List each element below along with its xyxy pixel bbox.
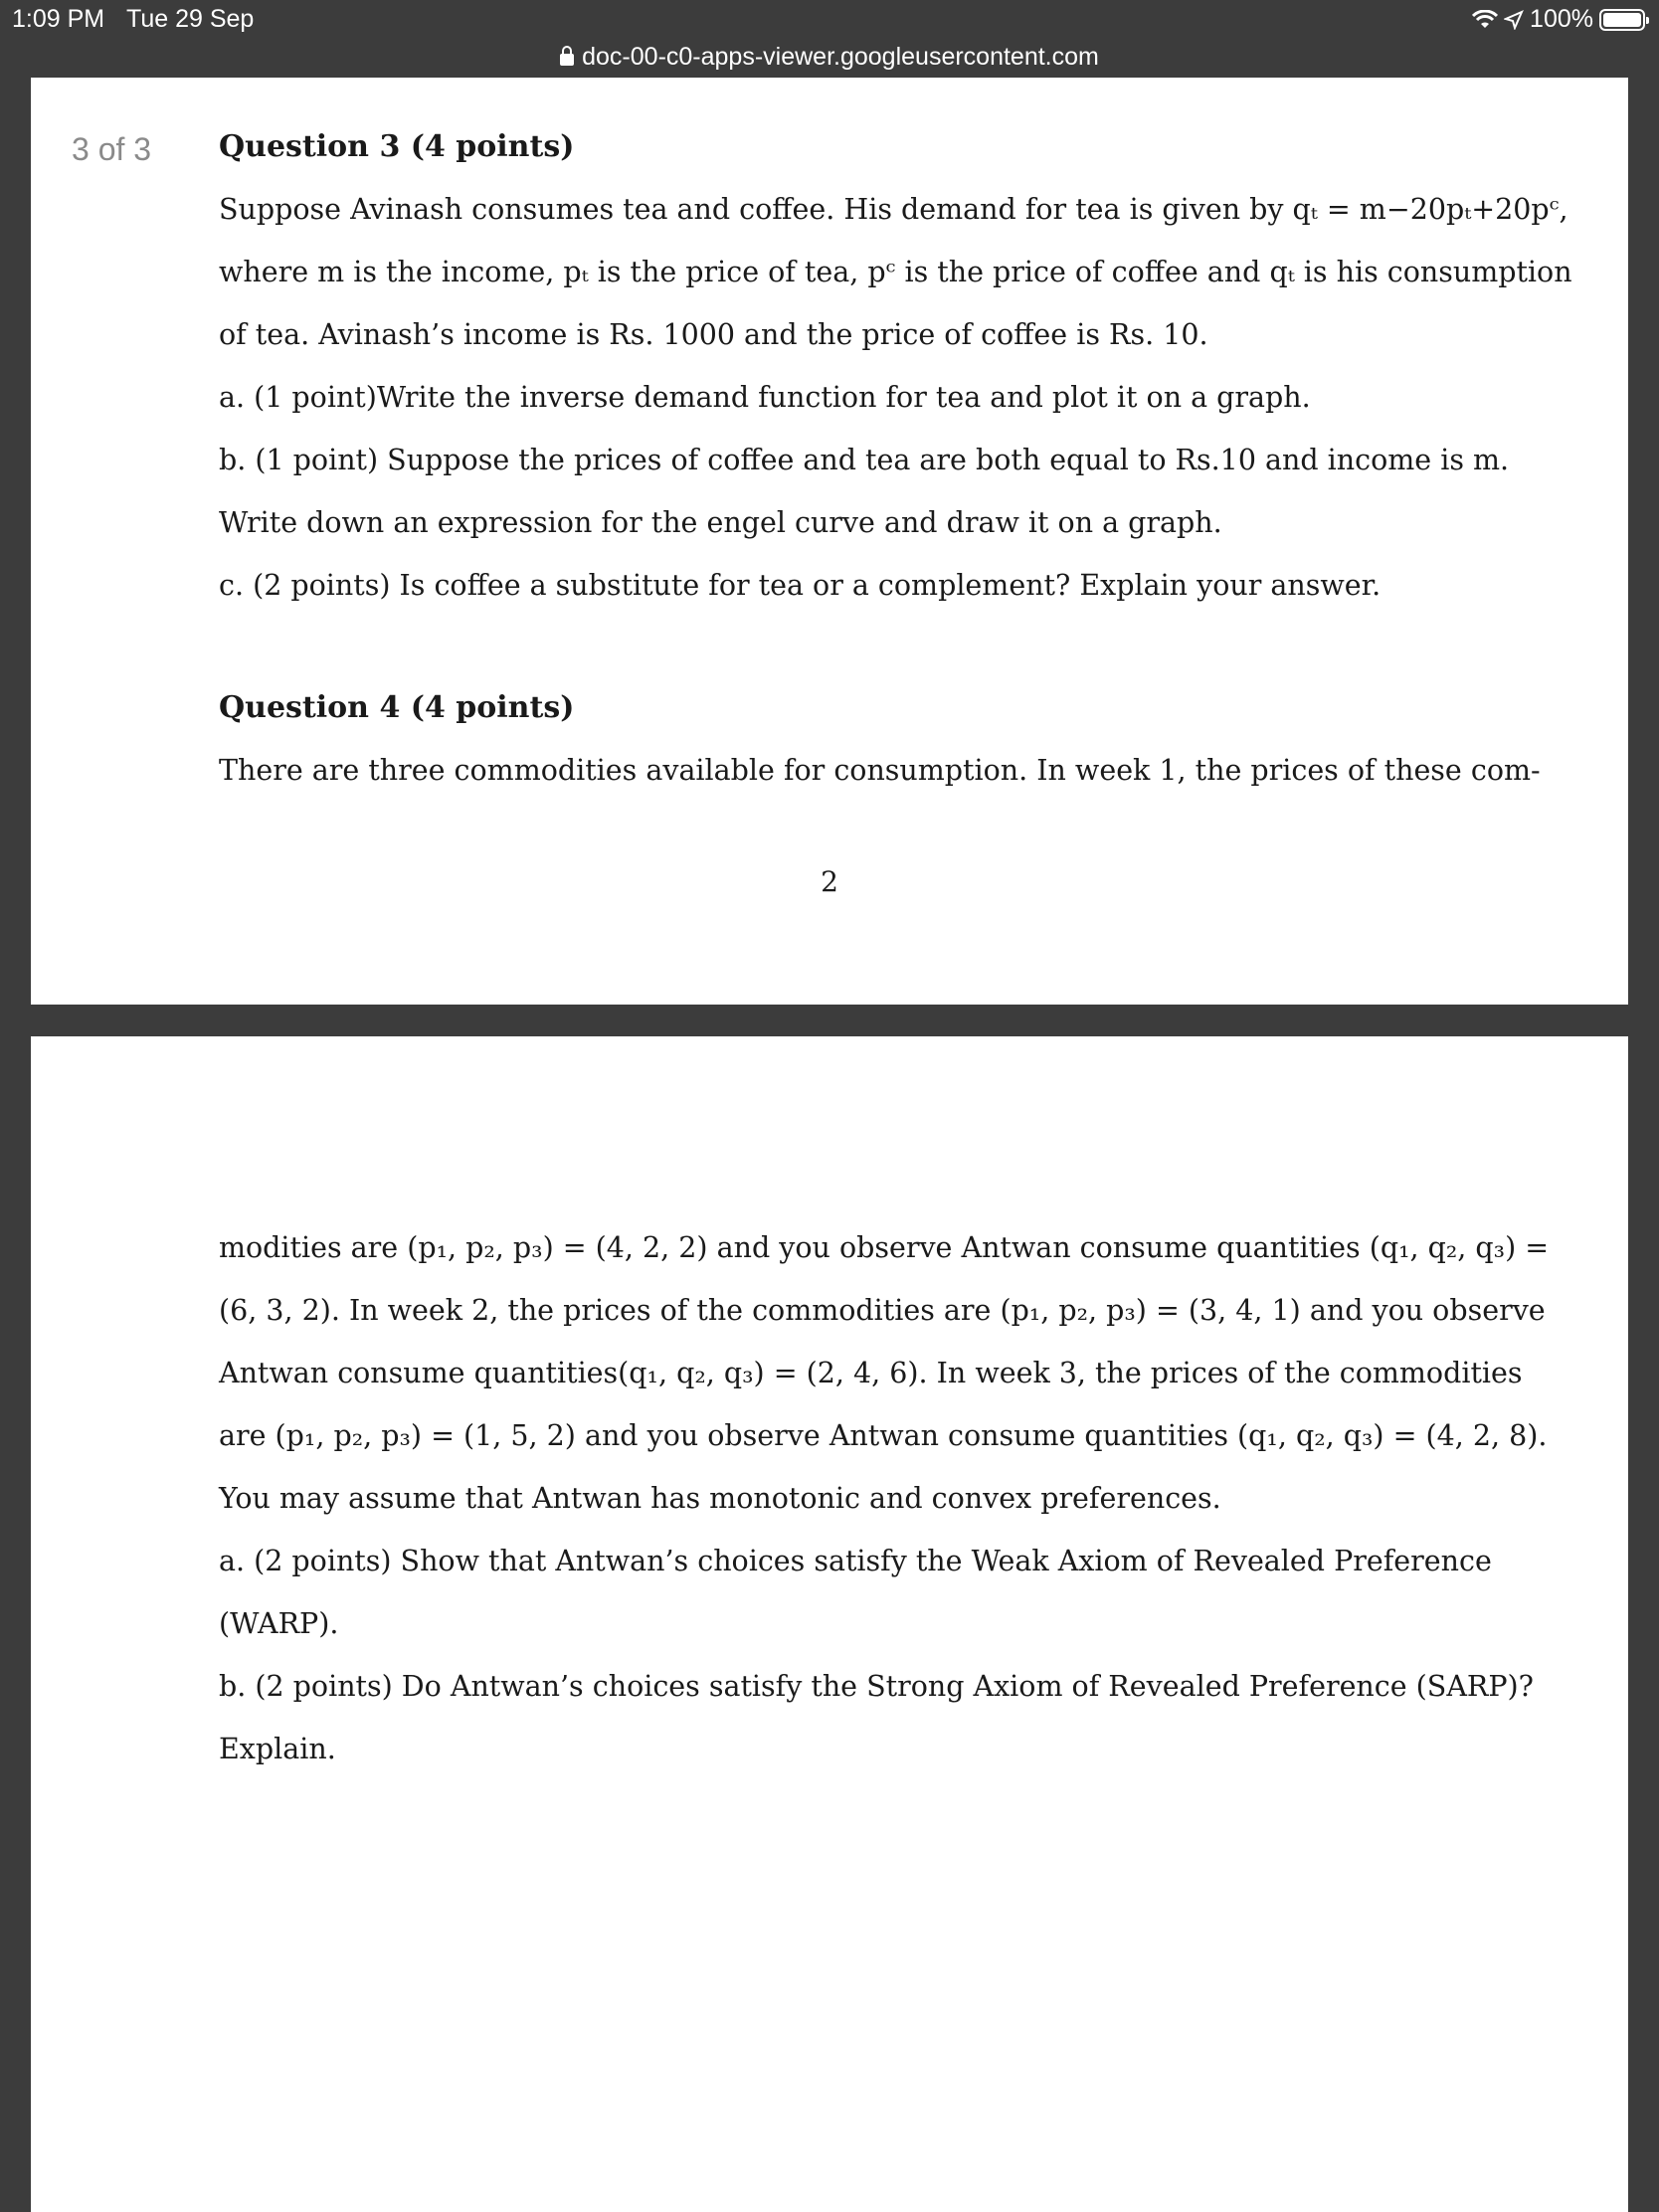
q4-cont-line: a. (2 points) Show that Antwan’s choices satisfy the Weak Axiom of Revealed Preference bbox=[219, 1545, 1492, 1577]
q4-cont-line: modities are (p₁, p₂, p₃) = (4, 2, 2) and you observe Antwan consume quantities (q₁, q₂, q₃) = bbox=[219, 1231, 1550, 1264]
q3-line: c. (2 points) Is coffee a substitute for tea or a complement? Explain your answer. bbox=[219, 569, 1382, 602]
q3-line: Write down an expression for the engel curve and draw it on a graph. bbox=[219, 506, 1222, 539]
question-4-heading: Question 4 (4 points) bbox=[219, 690, 575, 725]
q3-line: b. (1 point) Suppose the prices of coffee and tea are both equal to Rs.10 and income is m. bbox=[219, 444, 1510, 476]
q4-cont-line: are (p₁, p₂, p₃) = (1, 5, 2) and you observe Antwan consume quantities (q₁, q₂, q₃) = (4, 2, 8). bbox=[219, 1419, 1548, 1452]
question-3 bbox=[219, 115, 1572, 617]
question-4-continued bbox=[219, 1216, 1550, 1780]
status-right bbox=[1472, 5, 1645, 34]
q4-cont-line: Antwan consume quantities(q₁, q₂, q₃) = (2, 4, 6). In week 3, the prices of the commodities bbox=[219, 1357, 1523, 1389]
page-indicator: 3 of 3 bbox=[72, 131, 152, 167]
q4-cont-line: (WARP). bbox=[219, 1607, 339, 1640]
q4-cont-line: You may assume that Antwan has monotonic and convex preferences. bbox=[219, 1482, 1221, 1515]
battery-icon bbox=[1599, 9, 1645, 31]
question-3-heading: Question 3 (4 points) bbox=[219, 129, 575, 164]
status-time: 1:09 PM bbox=[12, 5, 105, 33]
q4-cont-line: b. (2 points) Do Antwan’s choices satisfy the Strong Axiom of Revealed Preference (SARP)? bbox=[219, 1670, 1534, 1703]
battery-percent: 100% bbox=[1530, 5, 1593, 33]
q4-cont-line: Explain. bbox=[219, 1733, 336, 1765]
location-arrow-icon bbox=[1504, 10, 1524, 30]
q4-cont-line: (6, 3, 2). In week 2, the prices of the commodities are (p₁, p₂, p₃) = (3, 4, 1) and you observe bbox=[219, 1294, 1546, 1327]
status-date: Tue 29 Sep bbox=[126, 5, 255, 33]
url-text[interactable]: doc-00-c0-apps-viewer.googleusercontent.com bbox=[582, 42, 1099, 71]
q3-line: of tea. Avinash’s income is Rs. 1000 and the price of coffee is Rs. 10. bbox=[219, 318, 1208, 351]
address-bar[interactable] bbox=[0, 36, 1659, 78]
q3-line: Suppose Avinash consumes tea and coffee. His demand for tea is given by qₜ = m−20pₜ+20pᶜ, bbox=[219, 193, 1568, 226]
page-number: 2 bbox=[821, 865, 838, 898]
wifi-icon bbox=[1472, 10, 1498, 30]
q3-line: a. (1 point)Write the inverse demand function for tea and plot it on a graph. bbox=[219, 381, 1311, 414]
status-bar bbox=[0, 0, 1659, 40]
q3-line: where m is the income, pₜ is the price of tea, pᶜ is the price of coffee and qₜ is his consumption bbox=[219, 256, 1572, 288]
q4-line: There are three commodities available for consumption. In week 1, the prices of these com- bbox=[219, 754, 1541, 787]
lock-icon bbox=[560, 54, 574, 66]
question-4 bbox=[219, 676, 1541, 802]
